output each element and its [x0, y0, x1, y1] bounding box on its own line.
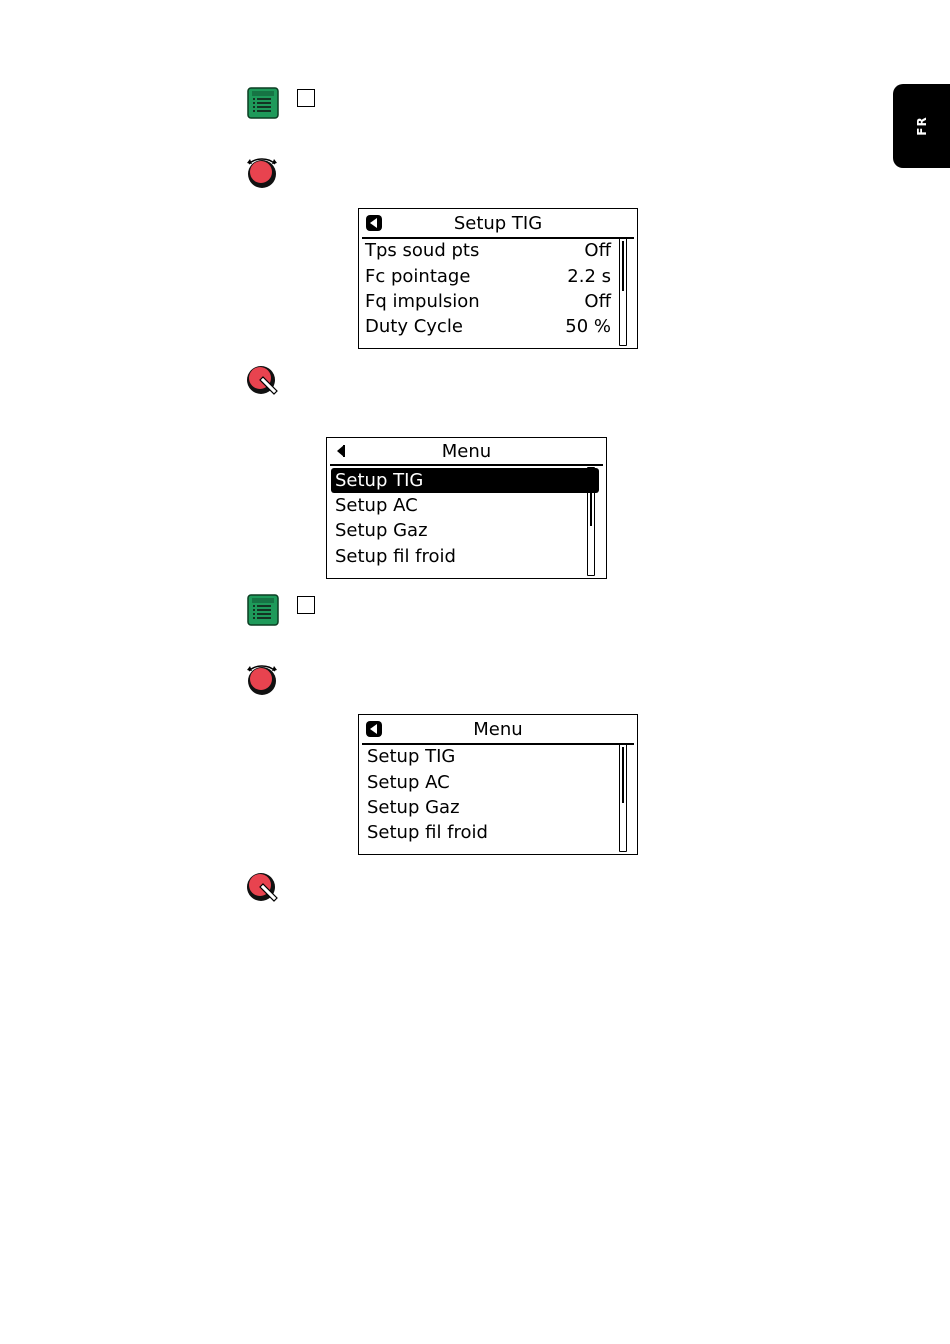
setting-label: Tps soud pts [365, 240, 480, 261]
lcd-header [362, 716, 634, 745]
turn-dial-icon[interactable] [243, 659, 281, 697]
setting-row[interactable] [365, 238, 611, 263]
menu-item[interactable] [335, 544, 575, 569]
lcd-screen-setup-tig [358, 208, 638, 349]
lcd-screen-menu [358, 714, 638, 855]
language-tab-label: FR [914, 116, 929, 136]
menu-item[interactable] [367, 820, 607, 845]
menu-item[interactable] [367, 770, 607, 795]
menu-item-label: Setup TIG [367, 746, 456, 767]
scrollbar-thumb[interactable] [622, 241, 624, 291]
menu-item-label: Setup AC [367, 772, 450, 793]
step-checkbox[interactable] [297, 596, 315, 614]
menu-item-label: Setup Gaz [335, 520, 428, 541]
menu-item-label: Setup AC [335, 495, 418, 516]
lcd-title: Menu [473, 719, 523, 740]
menu-button-icon[interactable] [247, 594, 279, 626]
turn-dial-icon[interactable] [243, 152, 281, 190]
menu-item[interactable] [367, 744, 607, 769]
setting-row[interactable] [365, 264, 611, 289]
lcd-title: Menu [441, 441, 492, 462]
step-checkbox[interactable] [297, 89, 315, 107]
menu-item-selected[interactable] [331, 468, 599, 493]
setting-row[interactable] [365, 289, 611, 314]
lcd-header [362, 210, 634, 239]
scrollbar[interactable] [619, 238, 627, 346]
press-dial-icon[interactable] [244, 363, 280, 399]
menu-item-label: Setup fil froid [367, 822, 488, 843]
setting-label: Duty Cycle [365, 316, 463, 337]
press-dial-icon[interactable] [244, 870, 280, 906]
setting-label: Fc pointage [365, 266, 471, 287]
scrollbar[interactable] [587, 467, 595, 576]
menu-button-icon[interactable] [247, 87, 279, 119]
scrollbar-thumb[interactable] [622, 747, 624, 803]
setting-value: 2.2 s [567, 266, 611, 287]
menu-item-label: Setup TIG [335, 470, 424, 491]
setting-value: Off [584, 291, 611, 312]
scrollbar[interactable] [619, 744, 627, 852]
setting-row[interactable] [365, 314, 611, 339]
scrollbar-thumb[interactable] [590, 470, 592, 526]
menu-item-label: Setup Gaz [367, 797, 460, 818]
menu-item[interactable] [335, 493, 575, 518]
setting-value: 50 % [565, 316, 611, 337]
menu-item-label: Setup fil froid [335, 546, 456, 567]
lcd-screen-menu-selected [326, 437, 607, 579]
setting-label: Fq impulsion [365, 291, 480, 312]
menu-item[interactable] [335, 518, 575, 543]
lcd-header [330, 439, 603, 466]
lcd-title: Setup TIG [453, 213, 543, 234]
setting-value: Off [584, 240, 611, 261]
language-tab [893, 84, 950, 168]
menu-item[interactable] [367, 795, 607, 820]
